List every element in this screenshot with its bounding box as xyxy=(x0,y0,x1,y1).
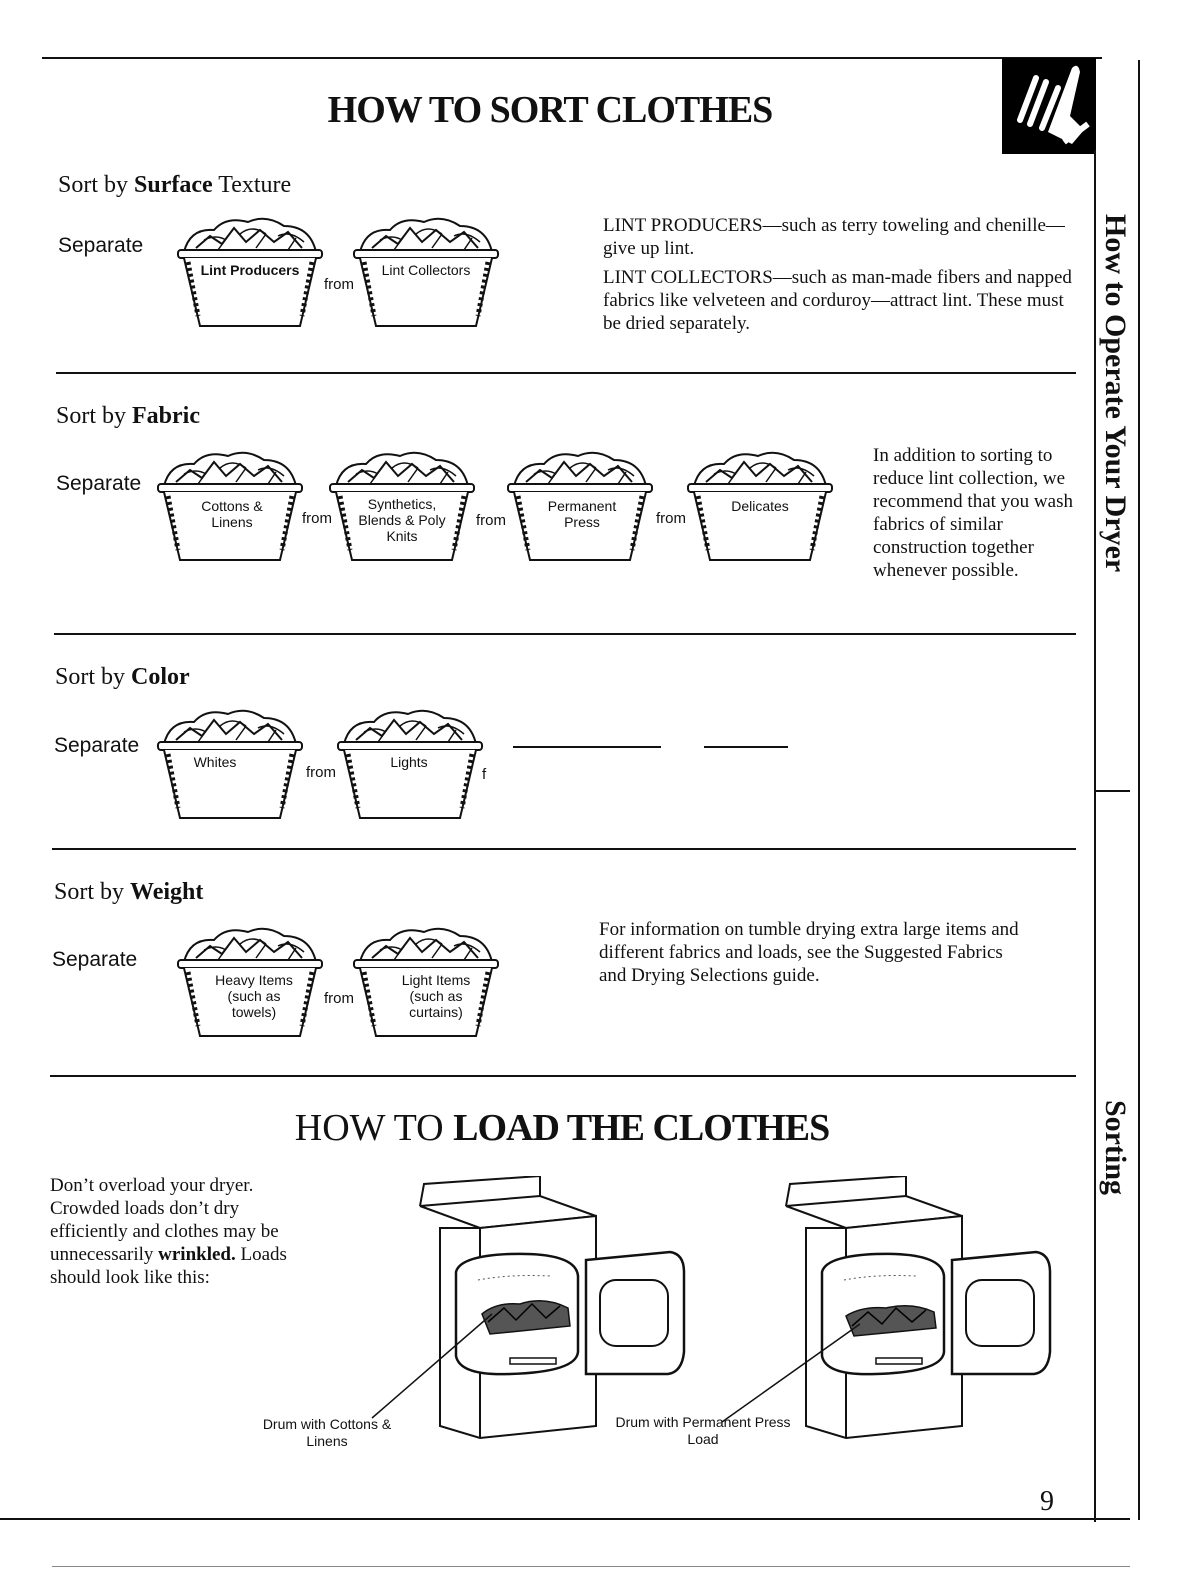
basket-synthetics: Synthetics, Blends & Poly Knits xyxy=(322,448,482,568)
page-title: HOW TO SORT CLOTHES xyxy=(327,89,773,131)
pointer-line xyxy=(720,1316,870,1426)
section-rule xyxy=(52,848,1076,850)
load-description: Don’t overload your dryer. Crowded loads don’t dry efficiently and clothes may be unnecessarily wrinkled. Loads should look like this: xyxy=(50,1175,287,1288)
separate-label: Separate xyxy=(56,472,142,495)
separate-label: Separate xyxy=(54,734,140,757)
caption-cottons: Drum with Cottons & Linens xyxy=(262,1416,392,1449)
load-title: HOW TO LOAD THE CLOTHES xyxy=(294,1107,830,1149)
section-heading-fabric: Sort by Fabric xyxy=(56,403,200,429)
faded-line xyxy=(704,746,788,748)
basket-light-items: Light Items (such as curtains) xyxy=(346,924,506,1044)
separate-label: Separate xyxy=(52,948,138,971)
top-rule xyxy=(42,57,1102,59)
basket-lint-producers: Lint Producers xyxy=(170,214,330,334)
from-label: from xyxy=(306,764,336,781)
hand-pointer-icon xyxy=(1002,58,1096,154)
section-rule xyxy=(54,633,1076,635)
faded-line xyxy=(513,746,661,748)
section-heading-surface: Sort by Surface Texture xyxy=(58,172,292,198)
surface-description: LINT PRODUCERS—such as terry toweling and chenille—give up lint. LINT COLLECTORS—such as man-made fibers and napped fabrics like velveteen and corduroy—attract lint. These must be dried separately. xyxy=(603,215,1072,334)
from-label: from xyxy=(476,512,506,529)
side-tab-edge xyxy=(1138,60,1140,1520)
basket-delicates: Delicates xyxy=(680,448,840,568)
basket-heavy-items: Heavy Items (such as towels) xyxy=(170,924,330,1044)
from-label: from xyxy=(324,990,354,1007)
section-rule xyxy=(56,372,1076,374)
trailing-fragment: f xyxy=(482,766,487,783)
separate-label: Separate xyxy=(58,234,144,257)
basket-lights: Lights xyxy=(330,706,490,826)
fabric-description: In addition to sorting to reduce lint collection, we recommend that you wash fabrics of similar construction together whenever possible. xyxy=(873,445,1073,581)
weight-description: For information on tumble drying extra large items and different fabrics and loads, see the Suggested Fabrics and Drying Selections guide. xyxy=(599,919,1019,986)
footer-rule xyxy=(0,1518,1130,1520)
section-rule xyxy=(50,1075,1076,1077)
footer-rule-faint xyxy=(52,1566,1130,1567)
page-number: 9 xyxy=(1040,1486,1054,1517)
side-tab-divider xyxy=(1096,790,1130,792)
basket-lint-collectors: Lint Collectors xyxy=(346,214,506,334)
basket-permanent-press: Permanent Press xyxy=(500,448,660,568)
from-label: from xyxy=(656,510,686,527)
from-label: from xyxy=(324,276,354,293)
section-heading-color: Sort by Color xyxy=(55,664,190,690)
side-tab-border xyxy=(1094,150,1096,1522)
section-heading-weight: Sort by Weight xyxy=(54,879,204,905)
pointer-line xyxy=(370,1300,500,1420)
caption-permanent-press: Drum with Permanent Press Load xyxy=(615,1414,791,1447)
side-tab-section-text: Sorting xyxy=(1099,1100,1132,1196)
from-label: from xyxy=(302,510,332,527)
basket-whites: Whites xyxy=(150,706,310,826)
basket-cottons-linens: Cottons & Linens xyxy=(150,448,310,568)
side-tab-main-text: How to Operate Your Dryer xyxy=(1099,214,1132,573)
